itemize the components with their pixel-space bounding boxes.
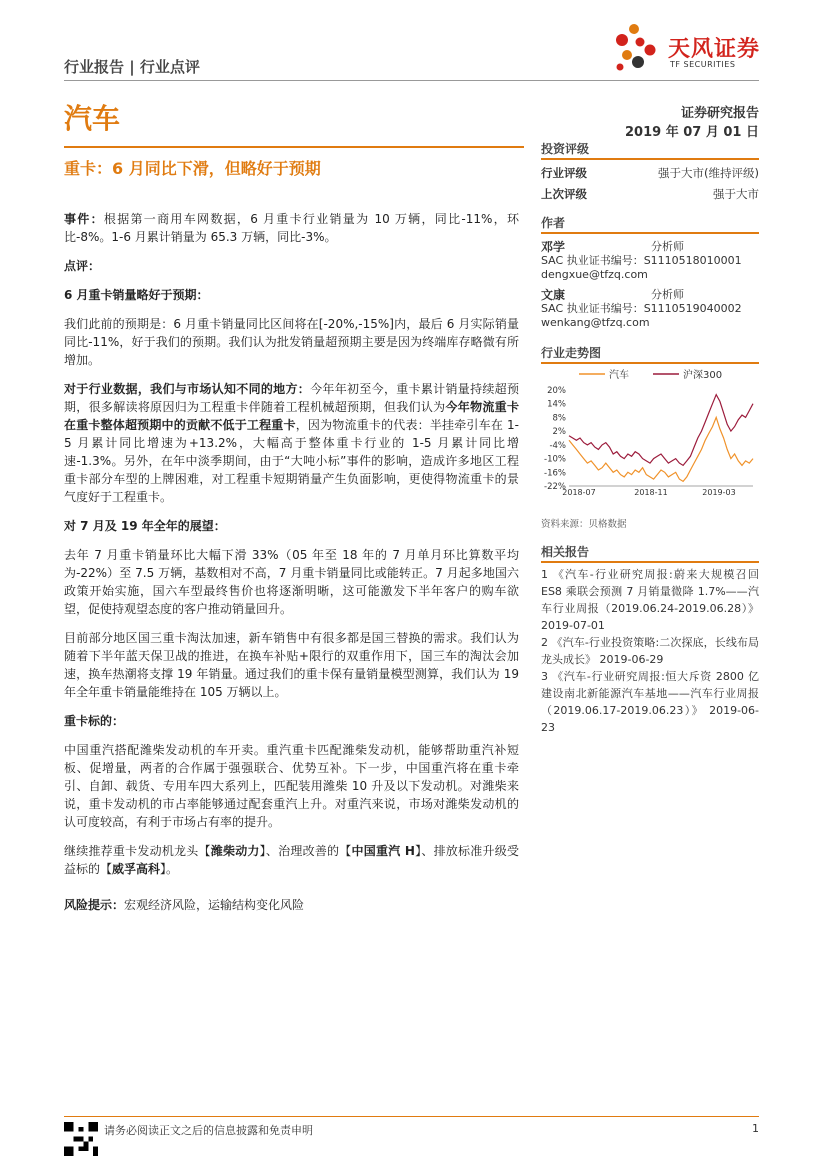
related-item[interactable]: 3 《汽车-行业研究周报:恒大斥资 2800 亿建设南北新能源汽车基地——汽车行业周报（2019.06.17-2019.06.23）》 2019-06-23 — [541, 670, 759, 734]
p2-bold: 对于行业数据，我们与市场认知不同的地方： — [64, 382, 311, 396]
related-section — [541, 543, 759, 736]
x-tick-label: 2018-11 — [634, 488, 668, 497]
related-item[interactable]: 2 《汽车-行业投资策略:二次探底，长线布局龙头成长》 2019-06-29 — [541, 636, 759, 666]
series-line — [569, 417, 753, 481]
paragraph-3: 去年 7 月重卡销量环比大幅下滑 33%（05 年至 18 年的 7 月单月环比算数平均为-22%）至 7.5 万辆，基数相对不高，7 月重卡销量同比或能转正。7 月起多地国六政策开始实施，国六车型最终售价也将逐渐明晰，这可能激发下半年客户的购车欲望，促使持观望态度的客户推动销量回升。 — [64, 548, 519, 616]
event-text: 根据第一商用车网数据，6 月重卡行业销量为 10 万辆，同比-11%，环比-8%。1-6 月累计销量为 65.3 万辆，同比-3%。 — [64, 212, 519, 244]
legend-label: 沪深300 — [683, 370, 723, 381]
prev-rating-value: 强于大市 — [713, 187, 759, 201]
author-role: 分析师 — [651, 288, 684, 301]
p6-text-a: 继续推荐重卡发动机龙头【 — [64, 844, 211, 858]
section-heading-2: 对 7 月及 19 年全年的展望： — [64, 519, 226, 533]
report-type: 行业报告 | 行业点评 — [64, 58, 200, 76]
prev-rating-label: 上次评级 — [541, 187, 587, 201]
section-heading-3: 重卡标的： — [64, 714, 125, 728]
author-title: 作者 — [541, 214, 759, 234]
risk-paragraph — [64, 896, 519, 914]
author-email[interactable]: wenkang@tfzq.com — [541, 316, 650, 329]
stock-weifu: 威孚高科 — [112, 862, 161, 876]
paragraph-4: 目前部分地区国三重卡淘汰加速，新车销售中有很多都是国三替换的需求。我们认为随着下半年蓝天保卫战的推进，在换车补贴+限行的双重作用下，国三车的淘汰会加速，换车热潮将支撑 19 年销量。通过我们的重卡保有量销量模型测算，我们认为 19 年全年重卡销量能维持在 105 万辆以上。 — [64, 631, 519, 699]
paragraph-2 — [64, 380, 519, 506]
p2-text-a: 今年年初至今，重卡累计销量持续超预期，很多解读将原因归为工程重卡伴随着工程机械超预期，但我们认为 — [64, 382, 519, 414]
paragraph-5: 中国重汽搭配潍柴发动机的车开卖。重汽重卡匹配潍柴发动机，能够帮助重汽补短板、促增量，两者的合作属于强强联合、优势互补。下一步，中国重汽将在重卡牵引、自卸、载货、专用车四大系列上，匹配装用潍柴 10 升及以下发动机。对潍柴来说，重卡发动机的市占率能够通过配套重汽上升。对重汽来说，市场对潍柴发动机的认可度较高，有利于市场占有率的提升。 — [64, 743, 519, 829]
y-tick-label: -4% — [549, 440, 566, 451]
stock-weichai: 潍柴动力 — [210, 844, 260, 858]
y-tick-label: -22% — [544, 482, 566, 492]
y-tick-label: -16% — [544, 468, 566, 479]
comment-label: 点评： — [64, 259, 101, 273]
logo-text: 天风证券 — [668, 37, 761, 62]
page-number: 1 — [752, 1122, 759, 1135]
main-body — [64, 210, 519, 925]
trend-chart — [541, 360, 759, 510]
x-tick-label: 2019-03 — [702, 488, 736, 497]
industry-rating-label: 行业评级 — [541, 166, 587, 180]
title-divider — [64, 146, 524, 148]
stock-sinotruk: 中国重汽 H — [351, 844, 415, 858]
paragraph-1: 我们此前的预期是：6 月重卡销量同比区间将在[-20%,-15%]内，最后 6 月实际销量同比-11%，好于我们的预期。我们认为批发销量超预期主要是因为终端库存略微有所增加。 — [64, 317, 519, 367]
series-line — [569, 395, 753, 466]
author-email[interactable]: dengxue@tfzq.com — [541, 268, 648, 281]
report-date: 2019 年 07 月 01 日 — [625, 125, 759, 140]
qr-code-icon — [64, 1122, 98, 1156]
p6-text-c: 】、治理改善的【 — [259, 844, 352, 858]
event-paragraph — [64, 210, 519, 246]
author-role: 分析师 — [651, 240, 684, 253]
author-2 — [541, 288, 759, 330]
y-tick-label: 2% — [552, 427, 566, 438]
author-section — [541, 214, 759, 330]
rating-title: 投资评级 — [541, 140, 759, 160]
trend-chart-svg — [541, 360, 759, 505]
author-sac: SAC 执业证书编号：S1110518010001 — [541, 254, 742, 267]
p2-bold-2: 今年物流重卡在重卡整体超预期中的贡献不低于工程重卡 — [64, 400, 519, 432]
report-label: 证券研究报告 — [680, 106, 759, 121]
x-tick-label: 2018-07 — [562, 488, 596, 497]
event-label: 事件： — [64, 212, 104, 226]
p6-text-e: 】。 — [160, 862, 179, 876]
y-tick-label: 8% — [552, 413, 566, 424]
author-name: 邓学 — [541, 240, 566, 254]
author-1 — [541, 240, 759, 282]
risk-text: 宏观经济风险，运输结构变化风险 — [124, 898, 305, 912]
y-tick-label: 20% — [547, 386, 566, 396]
p6-text-d: 】、排放标准升级受益标的【 — [64, 844, 519, 876]
chart-source: 资料来源：贝格数据 — [541, 519, 627, 530]
header-divider — [64, 80, 759, 81]
y-tick-label: 14% — [547, 399, 566, 410]
rating-section — [541, 140, 759, 202]
industry-rating-row — [541, 165, 759, 181]
related-title: 相关报告 — [541, 543, 759, 563]
legend-label: 汽车 — [609, 370, 629, 381]
logo-mark-icon — [610, 22, 662, 74]
report-title: 重卡：6 月同比下滑，但略好于预期 — [64, 159, 321, 178]
p2-text-b: ，因为物流重卡的代表：半挂牵引车在 1-5 月累计同比增速为+13.2%，大幅高于整体重卡行业的 1-5 月累计同比增速-1.3%。另外，在年中淡季期间，由于“大吨小标”事件的影响，造成许多地区工程重卡部分车型的上牌困难，对工程重卡短期销量产生负面影响，更使得物流重卡的景气度好于工程重卡。 — [64, 418, 519, 504]
trend-title: 行业走势图 — [541, 344, 759, 364]
prev-rating-row — [541, 186, 759, 202]
sector-title: 汽车 — [64, 102, 121, 135]
company-logo — [610, 20, 760, 75]
footer-divider — [64, 1116, 759, 1117]
risk-label: 风险提示： — [64, 898, 125, 912]
author-name: 文康 — [541, 288, 566, 302]
industry-rating-value: 强于大市(维持评级) — [658, 166, 759, 180]
related-item[interactable]: 1 《汽车-行业研究周报:蔚来大规模召回 ES8 乘联会预测 7 月销量微降 1.7%——汽车行业周报（2019.06.24-2019.06.28）》 2019-07-01 — [541, 568, 759, 632]
section-heading-1: 6 月重卡销量略好于预期： — [64, 288, 209, 302]
logo-subtext: TF SECURITIES — [670, 60, 736, 69]
y-tick-label: -10% — [544, 454, 566, 465]
author-sac: SAC 执业证书编号：S1110519040002 — [541, 302, 742, 315]
footer-disclaimer: 请务必阅读正文之后的信息披露和免责申明 — [104, 1124, 313, 1137]
paragraph-6 — [64, 842, 519, 878]
